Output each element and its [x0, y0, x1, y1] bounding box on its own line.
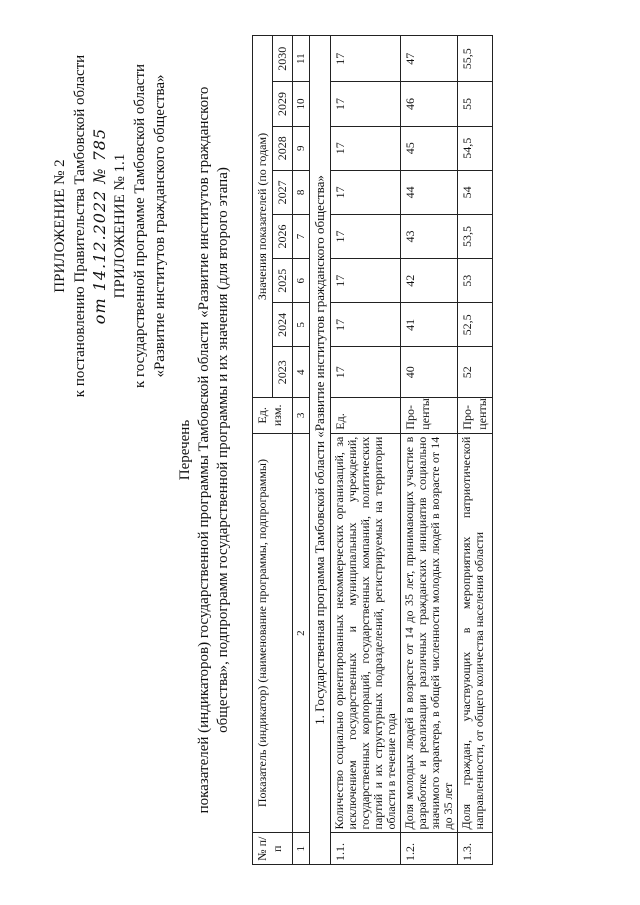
column-number: 4	[293, 347, 310, 397]
appendix-title: ПРИЛОЖЕНИЕ № 2	[52, 159, 68, 293]
row-indicator: Количество социально ориентированных некоммерческих организаций, за исключением государственных и муниципальных учреждений, государственных корпораций, государственных компаний, политических партий и их структурных подразделений, регистрируемых на территории области в течение года	[331, 433, 401, 833]
row-value: 45	[401, 126, 458, 170]
table-row	[401, 36, 458, 865]
row-indicator: Доля граждан, участвующих в мероприятиях патриотической направленности, от общего количества населения области	[458, 433, 493, 833]
row-unit: Про-центы	[401, 397, 458, 433]
column-number: 3	[293, 397, 310, 433]
handwritten-date-number: от 14.12.2022 № 785	[90, 127, 109, 325]
row-unit: Про-центы	[458, 397, 493, 433]
header-num: № п/п	[253, 833, 293, 865]
year-header: 2027	[273, 170, 293, 214]
year-header: 2028	[273, 126, 293, 170]
header-unit: Ед. изм.	[253, 397, 293, 433]
row-value: 17	[331, 259, 401, 303]
row-unit: Ед.	[331, 397, 401, 433]
row-value: 47	[401, 36, 458, 82]
row-value: 17	[331, 214, 401, 258]
row-value: 44	[401, 170, 458, 214]
document-title-block	[176, 35, 233, 865]
indicators-table	[252, 35, 493, 865]
row-value: 17	[331, 82, 401, 126]
appendix-program-name: «Развитие институтов гражданского общества»	[152, 74, 168, 378]
column-number-row	[293, 36, 310, 865]
row-num: 1.2.	[401, 833, 458, 865]
column-number: 9	[293, 126, 310, 170]
row-value: 52,5	[458, 303, 493, 347]
row-value: 17	[331, 36, 401, 82]
section-row	[310, 36, 331, 865]
column-number: 11	[293, 36, 310, 82]
column-number: 10	[293, 82, 310, 126]
table-header-row	[253, 36, 273, 865]
row-value: 17	[331, 170, 401, 214]
row-value: 17	[331, 347, 401, 397]
year-header: 2030	[273, 36, 293, 82]
row-value: 43	[401, 214, 458, 258]
row-indicator: Доля молодых людей в возрасте от 14 до 35 лет, принимающих участие в разработке и реализации различных гражданских инициатив социально значимого характера, в общей численности молодых людей в возрасте от 14 до 35 лет	[401, 433, 458, 833]
table-row	[458, 36, 493, 865]
row-value: 54,5	[458, 126, 493, 170]
row-value: 53,5	[458, 214, 493, 258]
column-number: 1	[293, 833, 310, 865]
row-value: 53	[458, 259, 493, 303]
document-subtitle-2: общества», подпрограмм государственной программы и их значения (для второго этапа)	[215, 167, 231, 733]
row-num: 1.1.	[331, 833, 401, 865]
header-values-group: Значения показателей (по годам)	[253, 36, 273, 398]
row-value: 55	[458, 82, 493, 126]
column-number: 7	[293, 214, 310, 258]
column-number: 8	[293, 170, 310, 214]
header-indicator: Показатель (индикатор) (наименование программы, подпрограммы)	[253, 433, 293, 833]
row-value: 54	[458, 170, 493, 214]
year-header: 2024	[273, 303, 293, 347]
row-value: 17	[331, 303, 401, 347]
column-number: 5	[293, 303, 310, 347]
table-row	[331, 36, 401, 865]
year-header: 2029	[273, 82, 293, 126]
appendix-decree-line: к постановлению Правительства Тамбовской области	[72, 54, 88, 398]
appendix-program-line: к государственной программе Тамбовской области	[132, 63, 148, 389]
row-value: 46	[401, 82, 458, 126]
document-heading: Перечень	[177, 419, 193, 481]
column-number: 2	[293, 433, 310, 833]
row-value: 41	[401, 303, 458, 347]
section-title: 1. Государственная программа Тамбовской области «Развитие институтов гражданского общества»	[310, 36, 331, 865]
row-value: 42	[401, 259, 458, 303]
year-header: 2026	[273, 214, 293, 258]
row-value: 40	[401, 347, 458, 397]
row-value: 17	[331, 126, 401, 170]
row-num: 1.3.	[458, 833, 493, 865]
document-subtitle-1: показателей (индикаторов) государственной программы Тамбовской области «Развитие институтов гражданского	[196, 86, 212, 814]
row-value: 55,5	[458, 36, 493, 82]
year-header: 2025	[273, 259, 293, 303]
column-number: 6	[293, 259, 310, 303]
appendix-title-2: ПРИЛОЖЕНИЕ № 1.1	[112, 153, 128, 299]
row-value: 52	[458, 347, 493, 397]
appendix-header	[50, 36, 170, 416]
year-header: 2023	[273, 347, 293, 397]
